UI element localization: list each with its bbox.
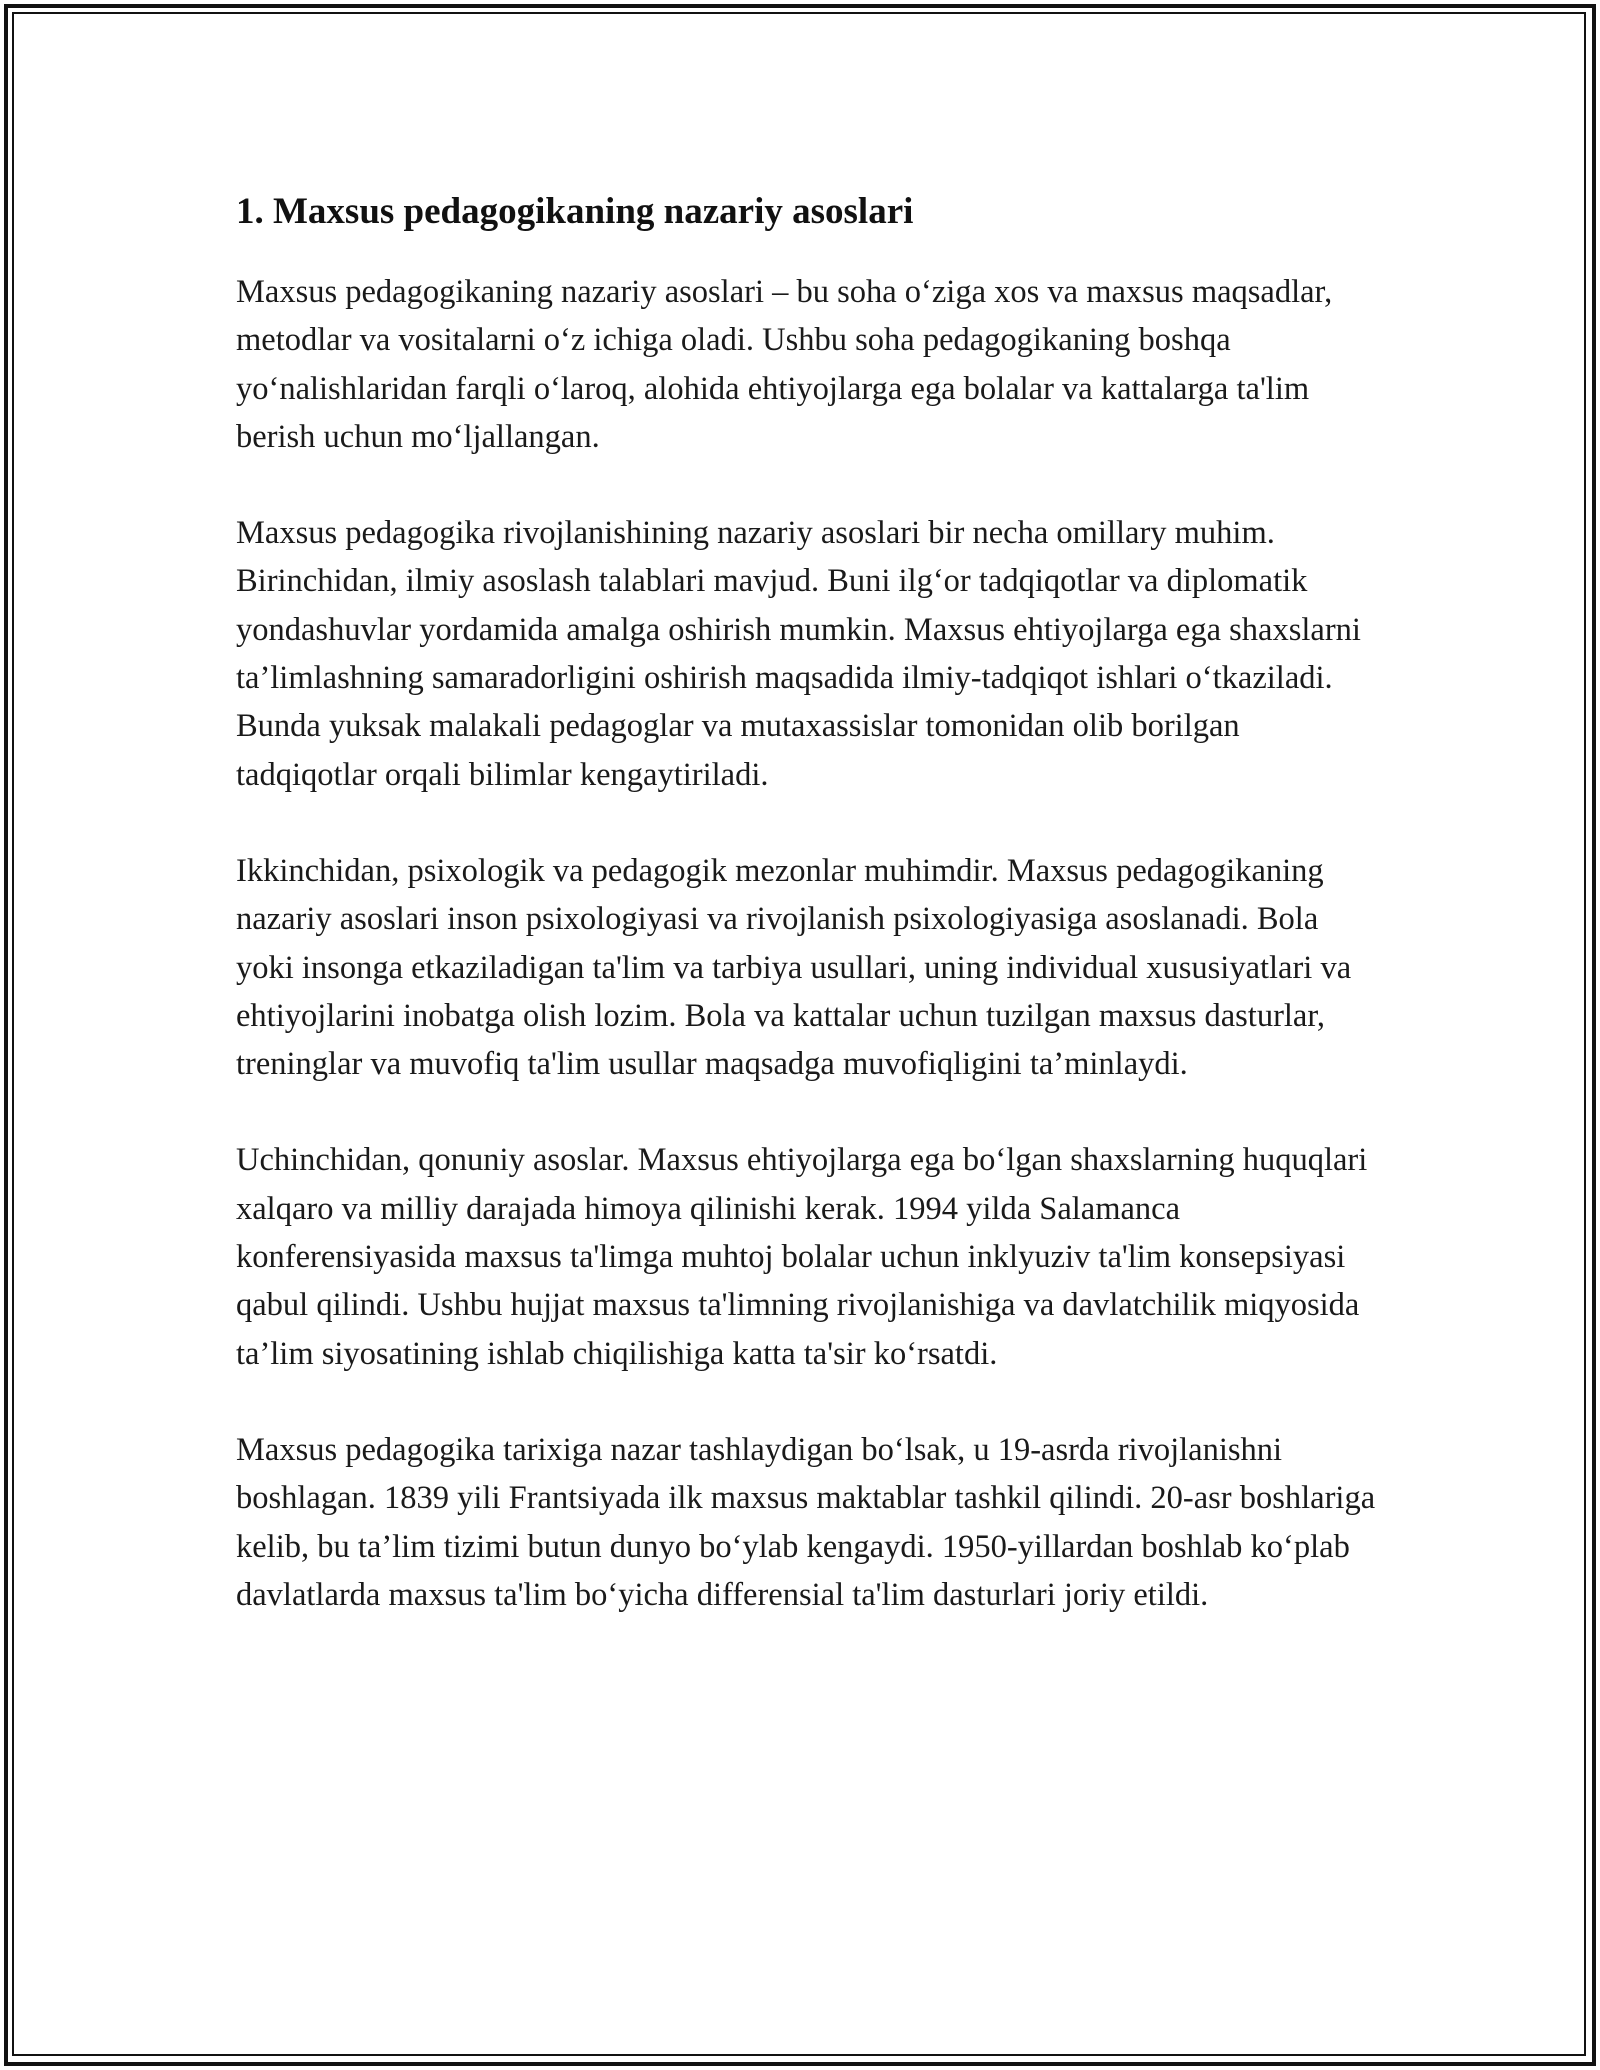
paragraph-intro: Maxsus pedagogikaning nazariy asoslari – bu soha o‘ziga xos va maxsus maqsadlar, metodlar va vositalarni o‘z ichiga oladi. Ushbu soha pedagogikaning boshqa yo‘nalishlaridan farqli o‘laroq, alohida ehtiyojlarga ega bolalar va kattalarga ta'lim berish uchun mo‘ljallangan.	[236, 274, 1333, 455]
paragraph-legal-basis: Uchinchidan, qonuniy asoslar. Maxsus ehtiyojlarga ega bo‘lgan shaxslarning huquqlari xalqaro va milliy darajada himoya qilinishi kerak. 1994 yilda Salamanca konferensiyasida maxsus ta'limga muhtoj bolalar uchun inklyuziv ta'lim konsepsiyasi qabul qilindi. Ushbu hujjat maxsus ta'limning rivojlanishiga va davlatchilik miqyosida ta’lim siyosatining ishlab chiqilishiga katta ta'sir ko‘rsatdi.	[236, 1142, 1368, 1372]
section-heading: 1. Maxsus pedagogikaning nazariy asoslari	[236, 191, 914, 232]
paragraph-psychological-criteria: Ikkinchidan, psixologik va pedagogik mezonlar muhimdir. Maxsus pedagogikaning nazariy asoslari inson psixologiyasi va rivojlanish psixologiyasiga asoslanadi. Bola yoki insonga etkaziladigan ta'lim va tarbiya usullari, uning individual xususiyatlari va ehtiyojlarini inobatga olish lozim. Bola va kattalar uchun tuzilgan maxsus dasturlar, treninglar va muvofiq ta'lim usullar maqsadga muvofiqligini ta’minlaydi.	[236, 852, 1352, 1083]
document-body	[236, 186, 1381, 1667]
paragraph-history: Maxsus pedagogika tarixiga nazar tashlaydigan bo‘lsak, u 19-asrda rivojlanishni boshlagan. 1839 yili Frantsiyada ilk maxsus maktablar tashkil qilindi. 20-asr boshlariga kelib, bu ta’lim tizimi butun dunyo bo‘ylab kengaydi. 1950-yillardan boshlab ko‘plab davlatlarda maxsus ta'lim bo‘yicha differensial ta'lim dasturlari joriy etildi.	[236, 1431, 1376, 1613]
paragraph-scientific-basis: Maxsus pedagogika rivojlanishining nazariy asoslari bir necha omillary muhim. Birinchidan, ilmiy asoslash talablari mavjud. Buni ilg‘or tadqiqotlar va diplomatik yondashuvlar yordamida amalga oshirish mumkin. Maxsus ehtiyojlarga ega shaxslarni ta’limlashning samaradorligini oshirish maqsadida ilmiy-tadqiqot ishlari o‘tkaziladi. Bunda yuksak malakali pedagoglar va mutaxassislar tomonidan olib borilgan tadqiqotlar orqali bilimlar kengaytiriladi.	[236, 515, 1361, 793]
